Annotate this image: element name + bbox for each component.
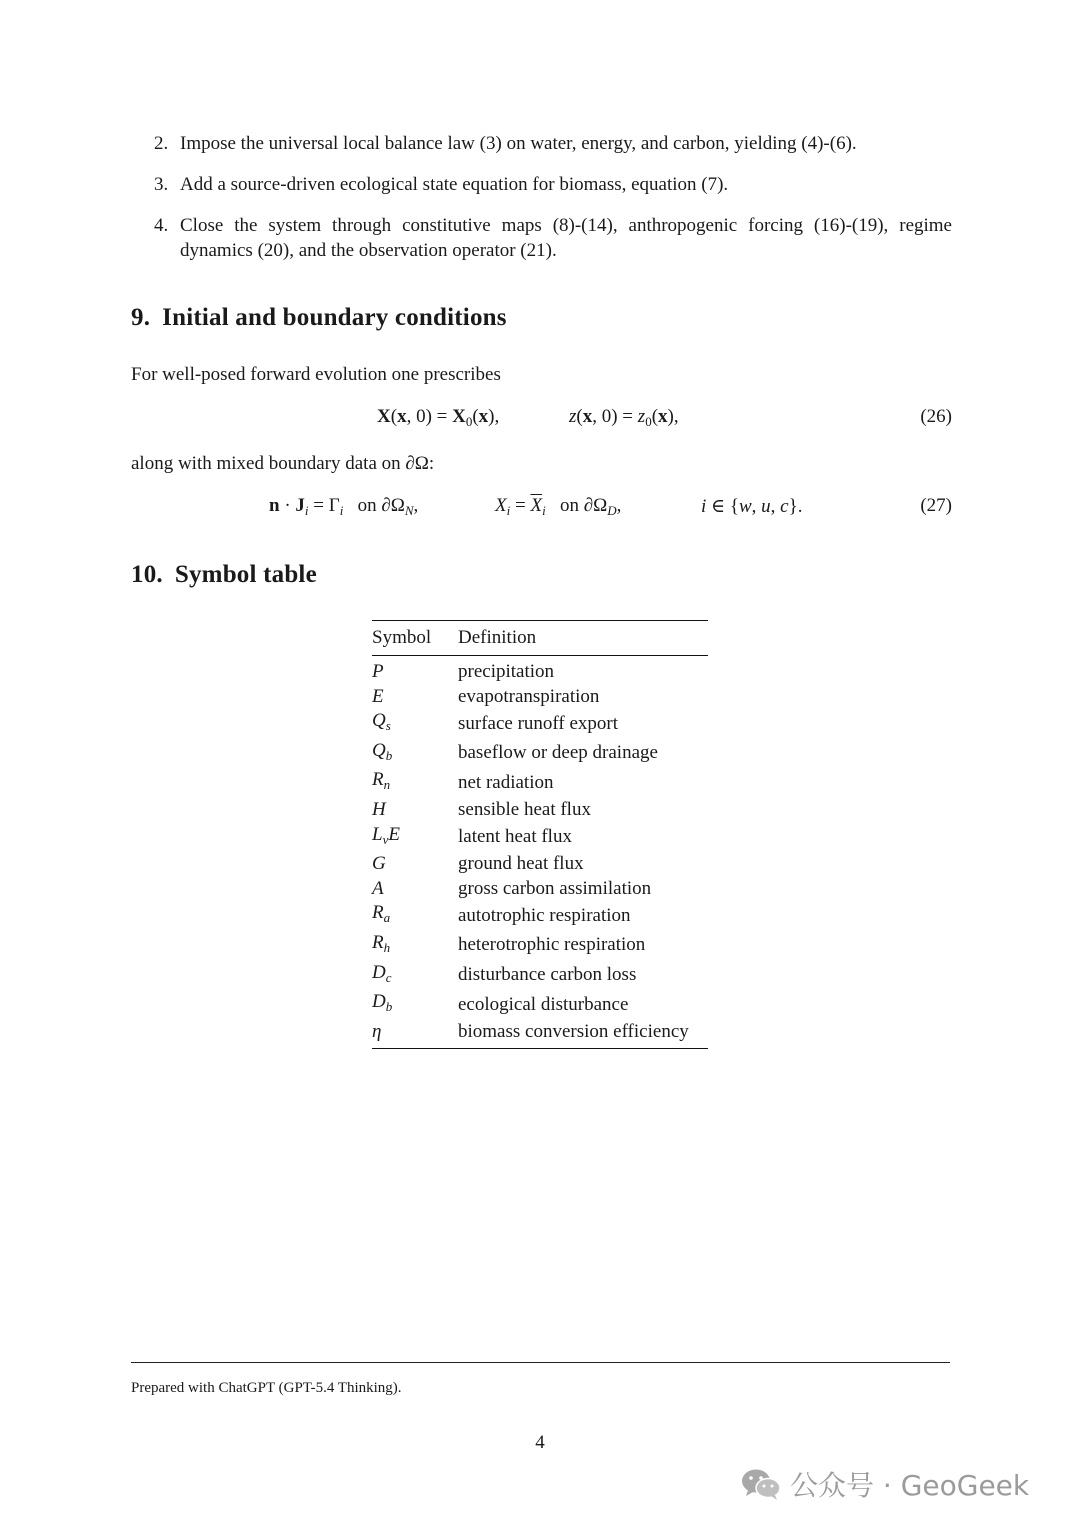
table-header-definition: Definition: [458, 627, 537, 648]
table-row: [372, 901, 708, 931]
page-number: 4: [535, 1432, 545, 1453]
table-row: [372, 798, 708, 823]
symbol-subscript: s: [385, 718, 391, 734]
watermark: [740, 1466, 1029, 1502]
definition-cell: disturbance carbon loss: [458, 964, 637, 986]
table-row: [372, 961, 708, 991]
equation-27-neumann: $n \cdot J_i = \Gamma_i$ on $\partial\Omega_N$,: [269, 495, 419, 518]
watermark-text: 公众号 · GeoGeek: [790, 1469, 1030, 1502]
symbol-subscript: c: [385, 969, 392, 985]
section-title: Initial and boundary conditions: [162, 304, 507, 331]
table-row: [372, 709, 708, 739]
section-title: Symbol table: [174, 561, 317, 588]
list-item-text: Impose the universal local balance law (3) on water, energy, and carbon, yielding (4)-(6).: [180, 133, 857, 154]
list-item-number: 4.: [154, 215, 169, 236]
symbol-main: R: [372, 902, 384, 924]
boundary-paragraph: along with mixed boundary data on ∂Ω:: [131, 453, 435, 474]
symbol-main: P: [372, 661, 384, 682]
wechat-icon: [740, 1467, 782, 1501]
symbol-cell: [372, 739, 458, 769]
symbol-main: H: [372, 798, 386, 820]
symbol-table: [372, 620, 708, 1049]
symbol-cell: [372, 1020, 458, 1049]
definition-cell: gross carbon assimilation: [458, 877, 652, 899]
equation-26-body-2: z(x, $0) = z_0(x)$,: [569, 406, 679, 429]
section-number: 9.: [131, 304, 151, 331]
symbol-cell: [372, 798, 458, 823]
table-row: [372, 990, 708, 1020]
equation-26: [131, 406, 952, 436]
list-item-number: 2.: [154, 133, 169, 154]
symbol-main: Q: [372, 739, 386, 761]
symbol-main: G: [372, 853, 386, 875]
equation-27-index-set: i ∈ {w, u, c}.: [701, 496, 803, 517]
symbol-main: D: [372, 961, 386, 983]
list-item: [154, 213, 952, 263]
symbol-subscript: a: [383, 910, 391, 926]
symbol-cell: [372, 656, 458, 685]
symbol-cell: [372, 823, 458, 853]
equation-27: [131, 495, 952, 525]
symbol-main: D: [372, 991, 386, 1013]
symbol-main: R: [372, 931, 384, 953]
symbol-subscript: b: [385, 999, 393, 1015]
symbol-subscript: v: [382, 831, 389, 847]
footnote-rule: [131, 1362, 950, 1363]
definition-cell: autotrophic respiration: [458, 904, 631, 926]
symbol-main: L: [372, 823, 383, 845]
symbol-subscript: h: [383, 939, 391, 955]
equation-number: (27): [920, 495, 952, 516]
table-row: [372, 656, 708, 685]
definition-cell: heterotrophic respiration: [458, 934, 646, 956]
symbol-cell: [372, 931, 458, 961]
table-row: [372, 739, 708, 769]
table-row: [372, 852, 708, 877]
definition-cell: evapotranspiration: [458, 685, 600, 707]
definition-cell: latent heat flux: [458, 826, 572, 848]
definition-cell: biomass conversion efficiency: [458, 1020, 689, 1042]
definition-cell: surface runoff export: [458, 712, 619, 734]
symbol-cell: [372, 768, 458, 798]
symbol-cell: [372, 990, 458, 1020]
table-row: [372, 685, 708, 710]
equation-26-body: X(x, $0) = X_0(x)$,: [377, 406, 500, 429]
symbol-main: E: [372, 685, 384, 707]
table-row: [372, 823, 708, 853]
symbol-main: A: [372, 877, 384, 899]
table-row: [372, 1020, 708, 1049]
section-intro-paragraph: For well-posed forward evolution one prescribes: [131, 364, 501, 385]
table-header-row: [372, 621, 708, 656]
list-item: [154, 172, 952, 197]
symbol-cell: [372, 852, 458, 877]
definition-cell: ecological disturbance: [458, 993, 629, 1015]
section-number: 10.: [131, 561, 163, 588]
definition-cell: net radiation: [458, 771, 554, 793]
list-item-text: Add a source-driven ecological state equation for biomass, equation (7).: [180, 174, 729, 195]
symbol-main: Q: [372, 710, 386, 732]
section-heading-10: [131, 561, 317, 589]
symbol-cell: [372, 961, 458, 991]
definition-cell: sensible heat flux: [458, 798, 591, 820]
definition-cell: ground heat flux: [458, 853, 584, 875]
definition-cell: precipitation: [458, 661, 555, 682]
equation-number: (26): [920, 406, 952, 427]
table-row: [372, 931, 708, 961]
table-header-symbol: Symbol: [372, 627, 432, 648]
definition-cell: baseflow or deep drainage: [458, 742, 658, 764]
symbol-suffix: E: [388, 823, 400, 845]
section-heading-9: [131, 304, 507, 332]
symbol-cell: [372, 877, 458, 902]
table-row: [372, 768, 708, 798]
table-row: [372, 877, 708, 902]
symbol-cell: [372, 901, 458, 931]
footnote: Prepared with ChatGPT (GPT-5.4 Thinking).: [131, 1380, 402, 1396]
list-item-text: Close the system through constitutive maps (8)-(14), anthropogenic forcing (16)-(19), regime dynamics (20), and the observation operator (21).: [180, 215, 952, 261]
list-item: [154, 131, 952, 156]
symbol-subscript: b: [385, 747, 393, 763]
symbol-table-body: [372, 656, 708, 1049]
symbol-cell: [372, 709, 458, 739]
list-item-number: 3.: [154, 174, 169, 195]
equation-27-dirichlet: $X_i = \overline{X}_i$ on $\partial\Omega_D$,: [495, 495, 622, 518]
symbol-subscript: n: [383, 777, 391, 793]
symbol-main: η: [372, 1020, 382, 1042]
symbol-cell: [372, 685, 458, 710]
symbol-main: R: [372, 769, 384, 791]
